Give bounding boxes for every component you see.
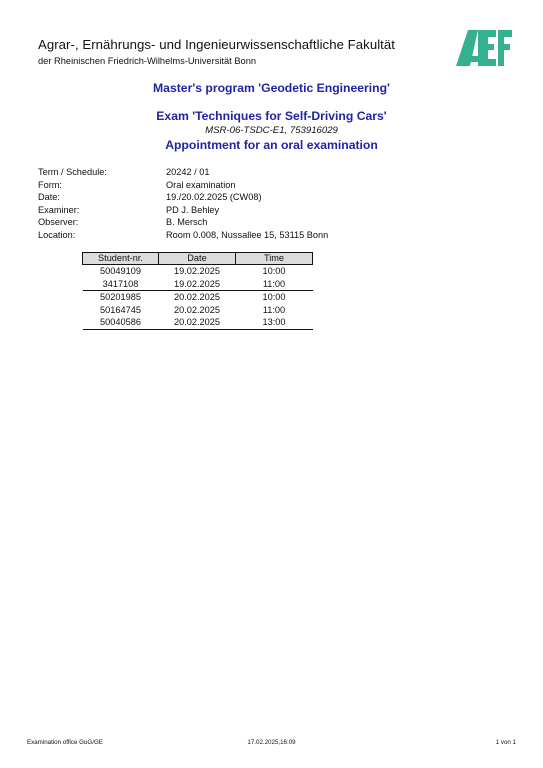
column-header-date: Date (159, 253, 236, 265)
faculty-logo (456, 28, 512, 68)
info-value: PD J. Behley (166, 205, 220, 215)
date-cell: 20.02.2025 (174, 304, 220, 315)
date-cell: 19.02.2025 (174, 266, 220, 276)
table-row (83, 265, 313, 278)
faculty-title: Agrar-, Ernährungs- und Ingenieurwissenschaftliche Fakultät (38, 37, 395, 52)
university-subtitle: der Rheinischen Friedrich-Wilhelms-Universität Bonn (38, 56, 257, 66)
info-label: Observer: (38, 217, 79, 227)
table-row (83, 278, 313, 291)
table-row (83, 291, 313, 304)
date-cell: 20.02.2025 (159, 316, 236, 329)
student-nr-cell: 50164745 (100, 304, 141, 315)
info-value: B. Mersch (166, 217, 208, 227)
info-label: Form: (38, 180, 62, 190)
info-label: Date: (38, 192, 60, 202)
info-label: Examiner: (38, 205, 80, 215)
info-value: Room 0.008, Nussallee 15, 53115 Bonn (166, 230, 329, 240)
table-row (83, 304, 313, 317)
table-header-row (83, 253, 313, 265)
column-header-student-nr: Student-nr. (83, 253, 159, 265)
info-value: 20242 / 01 (166, 167, 210, 177)
column-header-time: Time (236, 253, 313, 265)
student-nr-cell: 50040586 (83, 316, 159, 329)
info-value: 19./20.02.2025 (CW08) (166, 192, 262, 202)
info-label: Location: (38, 230, 76, 240)
time-cell: 11:00 (262, 304, 286, 315)
footer-office: Examination office GuG/GE (27, 739, 103, 746)
date-cell: 19.02.2025 (159, 278, 236, 291)
program-title: Master's program 'Geodetic Engineering' (153, 81, 390, 95)
info-label: Term / Schedule: (38, 167, 107, 177)
info-value: Oral examination (166, 180, 236, 190)
appointment-title: Appointment for an oral examination (165, 138, 378, 152)
time-cell: 10:00 (262, 266, 286, 276)
exam-title: Exam 'Techniques for Self-Driving Cars' (156, 109, 387, 123)
footer-timestamp: 17.02.2025,16:09 (247, 739, 296, 746)
footer-page-count: 1 von 1 (495, 739, 516, 746)
time-cell: 10:00 (262, 292, 286, 302)
student-nr-cell: 50049109 (100, 266, 141, 276)
student-nr-cell: 50201985 (100, 292, 141, 302)
table-row (83, 316, 313, 329)
time-cell: 11:00 (236, 278, 313, 291)
appointment-table (82, 252, 313, 330)
date-cell: 20.02.2025 (174, 292, 220, 302)
student-nr-cell: 3417108 (83, 278, 159, 291)
exam-code: MSR-06-TSDC-E1, 753916029 (205, 125, 338, 136)
time-cell: 13:00 (236, 316, 313, 329)
